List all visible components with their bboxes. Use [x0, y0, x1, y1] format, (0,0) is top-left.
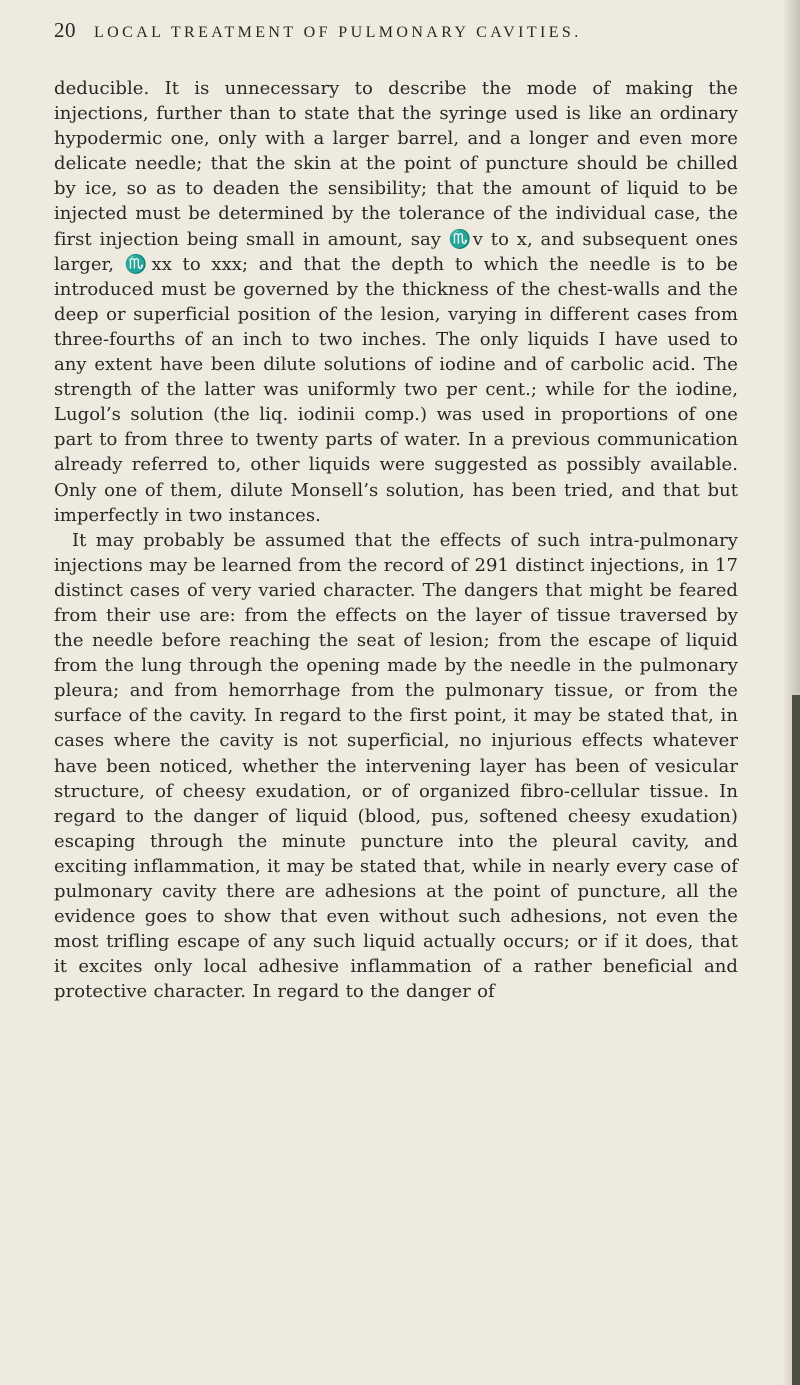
- running-title: LOCAL TREATMENT OF PULMONARY CAVITIES.: [94, 24, 582, 41]
- paragraph-2: It may probably be assumed that the effects of such intra-pulmonary injections may be learned from the record of 291 distinct injections, in 17 distinct cases of very varied character. The dangers that might be feared from their use are: from the effects on the layer of tissue traversed by the needle before reaching the seat of lesion; from the escape of liquid from the lung through the opening made by the needle in the pulmonary pleura; and from hemorrhage from the pulmonary tissue, or from the surface of the cavity. In regard to the first point, it may be stated that, in cases where the cavity is not superficial, no injurious effects whatever have been noticed, whether the intervening layer has been of vesicular structure, of cheesy exudation, or of organized fibro-cellular tissue. In regard to the danger of liquid (blood, pus, softened cheesy exudation) escaping through the minute puncture into the pleural cavity, and exciting inflammation, it may be stated that, while in nearly every case of pulmonary cavity there are adhesions at the point of puncture, all the evidence goes to show that even without such adhesions, not even the most trifling escape of any such liquid actually occurs; or if it does, that it excites only local adhesive inflammation of a rather beneficial and protective character. In regard to the danger of: [54, 529, 738, 1003]
- page-number: 20: [54, 18, 76, 42]
- body-text: [54, 76, 738, 1004]
- paragraph-1: deducible. It is unnecessary to describe the mode of making the injections, further than to state that the syringe used is like an ordinary hypodermic one, only with a larger barrel, and a longer and even more delicate needle; that the skin at the point of puncture should be chilled by ice, so as to deaden the sensibility; that the amount of liquid to be injected must be determined by the tolerance of the individual case, the first injection being small in amount, say ♏v to x, and subsequent ones larger, ♏xx to xxx; and that the depth to which the needle is to be introduced must be governed by the thickness of the chest-walls and the deep or superficial position of the lesion, varying in different cases from three-fourths of an inch to two inches. The only liquids I have used to any extent have been dilute solutions of iodine and of carbolic acid. The strength of the latter was uniformly two per cent.; while for the iodine, Lugol’s solution (the liq. iodinii comp.) was used in proportions of one part to from three to twenty parts of water. In a previous communication already referred to, other liquids were suggested as possibly available. Only one of them, dilute Monsell’s solution, has been tried, and that but imperfectly in two instances.: [54, 78, 738, 526]
- page-edge-strip: [792, 695, 800, 1385]
- running-head: [54, 18, 728, 62]
